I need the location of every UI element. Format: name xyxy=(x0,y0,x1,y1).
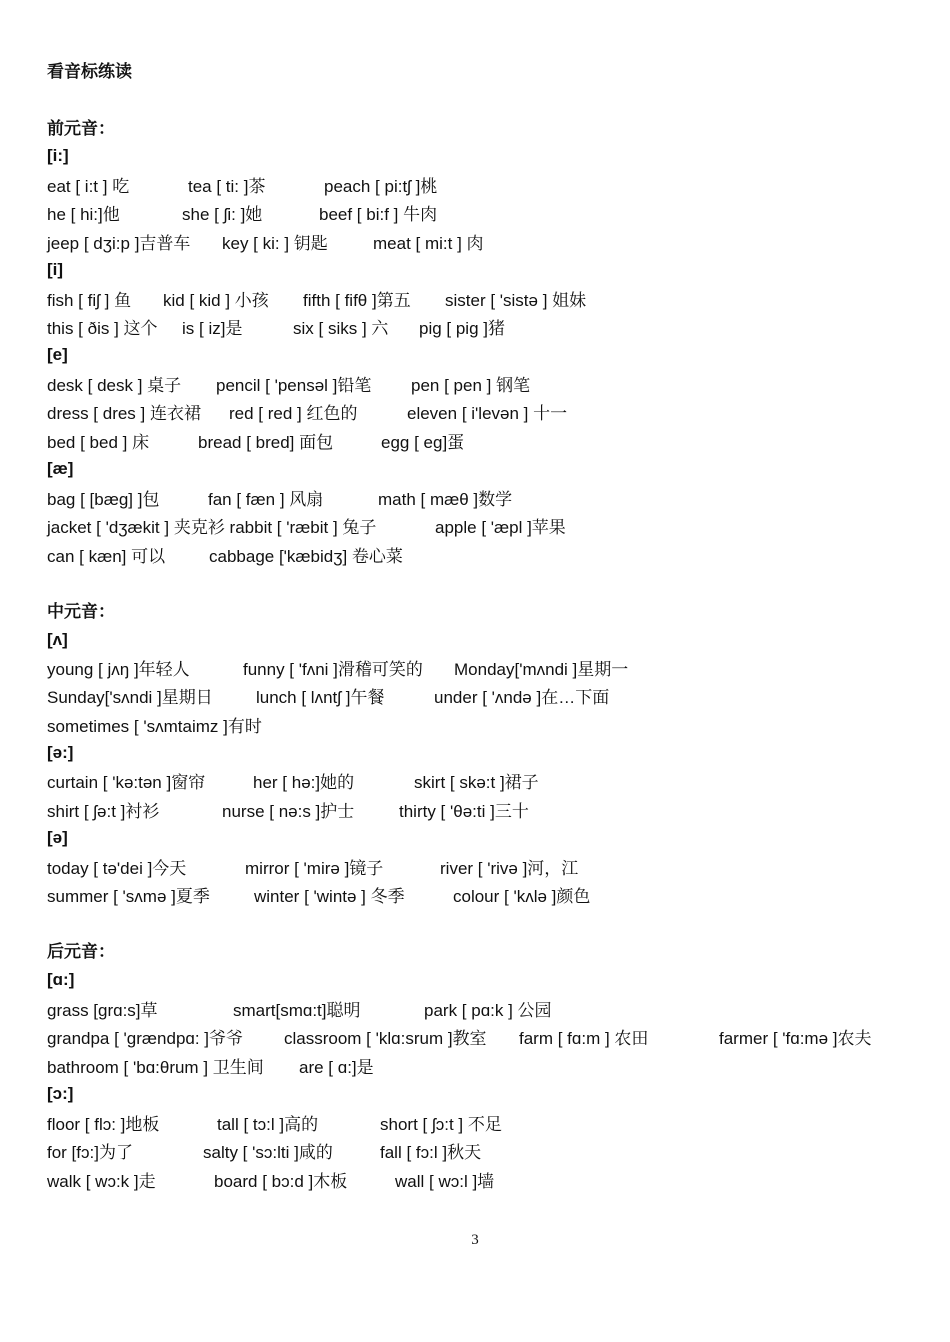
word-entry: short [ ʃɔ:t ] 不足 xyxy=(380,1115,502,1134)
word-entry: math [ mæθ ]数学 xyxy=(378,490,513,509)
word-entry: for [fɔ:]为了 xyxy=(47,1143,133,1162)
word-entry: smart[smɑ:t]聪明 xyxy=(233,1001,361,1020)
page-number: 3 xyxy=(471,1232,479,1248)
word-entry: desk [ desk ] 桌子 xyxy=(47,376,182,395)
word-entry: is [ iz]是 xyxy=(182,319,243,338)
word-entry: apple [ 'æpl ]苹果 xyxy=(435,518,566,537)
word-entry: eat [ i:t ] 吃 xyxy=(47,177,130,196)
word-entry: fifth [ fifθ ]第五 xyxy=(303,291,411,310)
word-entry: egg [ eg]蛋 xyxy=(381,433,465,452)
word-entry: young [ jʌŋ ]年轻人 xyxy=(47,660,190,679)
word-entry: walk [ wɔ:k ]走 xyxy=(47,1172,156,1191)
word-entry: bed [ bed ] 床 xyxy=(47,433,150,452)
word-entry: tea [ ti: ]茶 xyxy=(188,177,266,196)
section-heading-central: 中元音： xyxy=(47,602,115,621)
section-heading-back: 后元音： xyxy=(47,942,115,961)
word-entry: bathroom [ 'bɑ:θrum ] 卫生间 xyxy=(47,1058,264,1077)
phoneme-label: [ɔ:] xyxy=(47,1084,74,1103)
word-entry: wall [ wɔ:l ]墙 xyxy=(395,1172,495,1191)
word-entry: salty [ 'sɔ:lti ]咸的 xyxy=(203,1143,333,1162)
word-entry: board [ bɔ:d ]木板 xyxy=(214,1172,348,1191)
word-entry: this [ ðis ] 这个 xyxy=(47,319,158,338)
word-entry: farmer [ 'fɑ:mə ]农夫 xyxy=(719,1029,872,1048)
word-entry: summer [ 'sʌmə ]夏季 xyxy=(47,887,210,906)
word-entry: winter [ 'wintə ] 冬季 xyxy=(254,887,405,906)
word-entry: grandpa [ 'grændpɑ: ]爷爷 xyxy=(47,1029,244,1048)
phoneme-label: [i] xyxy=(47,260,64,279)
word-entry: jacket [ 'dʒækit ] 夹克衫 rabbit [ 'ræbit ] 兔子 xyxy=(47,518,377,537)
word-entry: eleven [ i'levən ] 十一 xyxy=(407,404,568,423)
section-heading-front: 前元音： xyxy=(47,119,115,138)
word-entry: fall [ fɔ:l ]秋天 xyxy=(380,1143,482,1162)
word-entry: meat [ mi:t ] 肉 xyxy=(373,234,484,253)
word-entry: key [ ki: ] 钥匙 xyxy=(222,234,328,253)
word-entry: red [ red ] 红色的 xyxy=(229,404,358,423)
word-entry: cabbage ['kæbidʒ] 卷心菜 xyxy=(209,547,403,566)
word-entry: bread [ bred] 面包 xyxy=(198,433,334,452)
word-entry: sometimes [ 'sʌmtaimz ]有时 xyxy=(47,717,262,736)
word-entry: she [ ʃi: ]她 xyxy=(182,205,263,224)
word-entry: nurse [ nə:s ]护士 xyxy=(222,802,355,821)
word-entry: mirror [ 'mirə ]镜子 xyxy=(245,859,384,878)
word-entry: classroom [ 'klɑ:srum ]教室 xyxy=(284,1029,487,1048)
word-entry: tall [ tɔ:l ]高的 xyxy=(217,1115,319,1134)
doc-title: 看音标练读 xyxy=(47,62,132,81)
phoneme-label: [æ] xyxy=(47,459,74,478)
word-entry: river [ 'rivə ]河，江 xyxy=(440,859,579,878)
word-entry: pen [ pen ] 钢笔 xyxy=(411,376,531,395)
word-entry: Sunday['sʌndi ]星期日 xyxy=(47,688,213,707)
word-entry: jeep [ dʒi:p ]吉普车 xyxy=(47,234,191,253)
word-entry: can [ kæn] 可以 xyxy=(47,547,166,566)
phoneme-label: [ə] xyxy=(47,828,68,847)
word-entry: peach [ pi:tʃ ]桃 xyxy=(324,177,438,196)
word-entry: pencil [ 'pensəl ]铅笔 xyxy=(216,376,372,395)
word-entry: under [ 'ʌndə ]在…下面 xyxy=(434,688,610,707)
word-entry: colour [ 'kʌlə ]颜色 xyxy=(453,887,591,906)
word-entry: funny [ 'fʌni ]滑稽可笑的 xyxy=(243,660,423,679)
word-entry: fan [ fæn ] 风扇 xyxy=(208,490,324,509)
phoneme-label: [i:] xyxy=(47,146,69,165)
word-entry: shirt [ ʃə:t ]衬衫 xyxy=(47,802,160,821)
word-entry: he [ hi:]他 xyxy=(47,205,120,224)
word-entry: pig [ pig ]猪 xyxy=(419,319,505,338)
word-entry: lunch [ lʌntʃ ]午餐 xyxy=(256,688,385,707)
word-entry: bag [ [bæg] ]包 xyxy=(47,490,160,509)
word-entry: farm [ fɑ:m ] 农田 xyxy=(519,1029,649,1048)
phoneme-label: [ɑ:] xyxy=(47,970,75,989)
word-entry: grass [grɑ:s]草 xyxy=(47,1001,158,1020)
phoneme-label: [e] xyxy=(47,345,68,364)
word-entry: thirty [ 'θə:ti ]三十 xyxy=(399,802,529,821)
word-entry: six [ siks ] 六 xyxy=(293,319,389,338)
word-entry: park [ pɑ:k ] 公园 xyxy=(424,1001,552,1020)
word-entry: kid [ kid ] 小孩 xyxy=(163,291,269,310)
word-entry: fish [ fiʃ ] 鱼 xyxy=(47,291,132,310)
phoneme-label: [ə:] xyxy=(47,743,74,762)
word-entry: today [ tə'dei ]今天 xyxy=(47,859,187,878)
word-entry: beef [ bi:f ] 牛肉 xyxy=(319,205,438,224)
phoneme-label: [ʌ] xyxy=(47,630,68,649)
word-entry: her [ hə:]她的 xyxy=(253,773,355,792)
word-entry: are [ ɑ:]是 xyxy=(299,1058,374,1077)
word-entry: Monday['mʌndi ]星期一 xyxy=(454,660,629,679)
word-entry: skirt [ skə:t ]裙子 xyxy=(414,773,539,792)
word-entry: sister [ 'sistə ] 姐妹 xyxy=(445,291,587,310)
word-entry: dress [ dres ] 连衣裙 xyxy=(47,404,201,423)
word-entry: floor [ flɔ: ]地板 xyxy=(47,1115,160,1134)
word-entry: curtain [ 'kə:tən ]窗帘 xyxy=(47,773,206,792)
